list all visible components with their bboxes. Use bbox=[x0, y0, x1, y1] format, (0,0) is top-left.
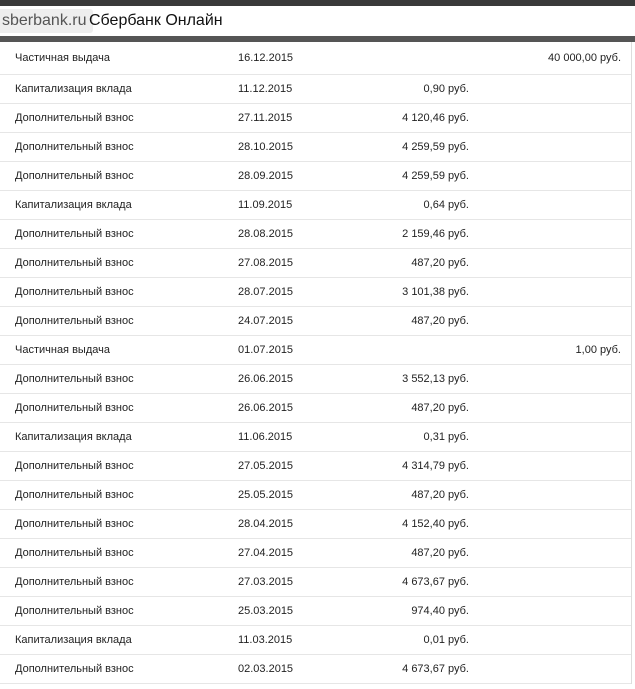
operation-outcome: 1,00 руб. bbox=[575, 344, 621, 356]
operation-date: 28.09.2015 bbox=[238, 170, 294, 182]
operation-income: 487,20 руб. bbox=[411, 547, 469, 559]
operation-type: Капитализация вклада bbox=[15, 83, 132, 95]
operation-type: Дополнительный взнос bbox=[15, 547, 134, 559]
operation-date: 25.05.2015 bbox=[238, 489, 294, 501]
operation-type: Дополнительный взнос bbox=[15, 402, 134, 414]
operations-table bbox=[0, 42, 632, 684]
operation-type: Дополнительный взнос bbox=[15, 518, 134, 530]
operation-date: 11.03.2015 bbox=[238, 634, 293, 646]
operation-date: 26.06.2015 bbox=[238, 373, 294, 385]
table-row bbox=[0, 75, 631, 104]
table-row bbox=[0, 42, 631, 75]
operation-type: Дополнительный взнос bbox=[15, 605, 134, 617]
table-row bbox=[0, 133, 631, 162]
operation-type: Капитализация вклада bbox=[15, 199, 132, 211]
operation-date: 11.12.2015 bbox=[238, 83, 293, 95]
operation-date: 01.07.2015 bbox=[238, 344, 294, 356]
operation-type: Дополнительный взнос bbox=[15, 112, 134, 124]
operation-income: 4 259,59 руб. bbox=[402, 170, 469, 182]
table-row bbox=[0, 481, 631, 510]
operation-income: 974,40 руб. bbox=[411, 605, 469, 617]
table-row bbox=[0, 655, 631, 684]
address-bar[interactable] bbox=[0, 6, 635, 36]
operation-type: Дополнительный взнос bbox=[15, 489, 134, 501]
table-row bbox=[0, 336, 631, 365]
operation-income: 4 314,79 руб. bbox=[402, 460, 469, 472]
operation-type: Капитализация вклада bbox=[15, 431, 132, 443]
page-title: Сбербанк Онлайн bbox=[89, 12, 223, 29]
operation-date: 24.07.2015 bbox=[238, 315, 294, 327]
operation-income: 4 673,67 руб. bbox=[402, 576, 469, 588]
operation-income: 0,64 руб. bbox=[423, 199, 469, 211]
operation-type: Дополнительный взнос bbox=[15, 286, 134, 298]
operation-date: 28.08.2015 bbox=[238, 228, 294, 240]
table-row bbox=[0, 423, 631, 452]
operation-income: 487,20 руб. bbox=[411, 315, 469, 327]
operation-type: Частичная выдача bbox=[15, 344, 110, 356]
operation-income: 2 159,46 руб. bbox=[402, 228, 469, 240]
operation-date: 27.08.2015 bbox=[238, 257, 294, 269]
table-row bbox=[0, 365, 631, 394]
table-row bbox=[0, 249, 631, 278]
operation-type: Дополнительный взнос bbox=[15, 315, 134, 327]
table-row bbox=[0, 104, 631, 133]
table-row bbox=[0, 568, 631, 597]
table-row bbox=[0, 597, 631, 626]
operation-income: 4 152,40 руб. bbox=[402, 518, 469, 530]
table-row bbox=[0, 452, 631, 481]
operation-date: 27.11.2015 bbox=[238, 112, 293, 124]
operation-income: 0,01 руб. bbox=[423, 634, 469, 646]
table-row bbox=[0, 191, 631, 220]
operation-income: 0,31 руб. bbox=[423, 431, 469, 443]
table-row bbox=[0, 220, 631, 249]
operation-outcome: 40 000,00 руб. bbox=[548, 52, 621, 64]
operation-income: 4 673,67 руб. bbox=[402, 663, 469, 675]
operation-type: Дополнительный взнос bbox=[15, 170, 134, 182]
operation-income: 4 120,46 руб. bbox=[402, 112, 469, 124]
operation-type: Дополнительный взнос bbox=[15, 663, 134, 675]
operation-type: Дополнительный взнос bbox=[15, 141, 134, 153]
table-row bbox=[0, 539, 631, 568]
operation-type: Частичная выдача bbox=[15, 52, 110, 64]
operation-date: 27.03.2015 bbox=[238, 576, 294, 588]
operation-date: 28.04.2015 bbox=[238, 518, 294, 530]
operation-date: 02.03.2015 bbox=[238, 663, 294, 675]
operation-income: 487,20 руб. bbox=[411, 489, 469, 501]
operation-date: 16.12.2015 bbox=[238, 52, 294, 64]
operation-income: 487,20 руб. bbox=[411, 402, 469, 414]
table-row bbox=[0, 394, 631, 423]
operation-type: Капитализация вклада bbox=[15, 634, 132, 646]
operation-type: Дополнительный взнос bbox=[15, 576, 134, 588]
operation-income: 3 101,38 руб. bbox=[402, 286, 469, 298]
operation-date: 25.03.2015 bbox=[238, 605, 294, 617]
operation-date: 27.04.2015 bbox=[238, 547, 294, 559]
table-row bbox=[0, 510, 631, 539]
operation-income: 4 259,59 руб. bbox=[402, 141, 469, 153]
table-row bbox=[0, 626, 631, 655]
operation-date: 28.10.2015 bbox=[238, 141, 294, 153]
operation-income: 487,20 руб. bbox=[411, 257, 469, 269]
operation-income: 0,90 руб. bbox=[423, 83, 469, 95]
operation-date: 11.09.2015 bbox=[238, 199, 293, 211]
operation-income: 3 552,13 руб. bbox=[402, 373, 469, 385]
operation-type: Дополнительный взнос bbox=[15, 373, 134, 385]
table-row bbox=[0, 278, 631, 307]
operation-date: 27.05.2015 bbox=[238, 460, 294, 472]
operation-date: 11.06.2015 bbox=[238, 431, 293, 443]
operation-type: Дополнительный взнос bbox=[15, 460, 134, 472]
operation-type: Дополнительный взнос bbox=[15, 257, 134, 269]
operation-date: 28.07.2015 bbox=[238, 286, 294, 298]
table-row bbox=[0, 162, 631, 191]
domain-chip[interactable]: sberbank.ru bbox=[0, 9, 93, 33]
operation-type: Дополнительный взнос bbox=[15, 228, 134, 240]
table-row bbox=[0, 307, 631, 336]
operation-date: 26.06.2015 bbox=[238, 402, 294, 414]
